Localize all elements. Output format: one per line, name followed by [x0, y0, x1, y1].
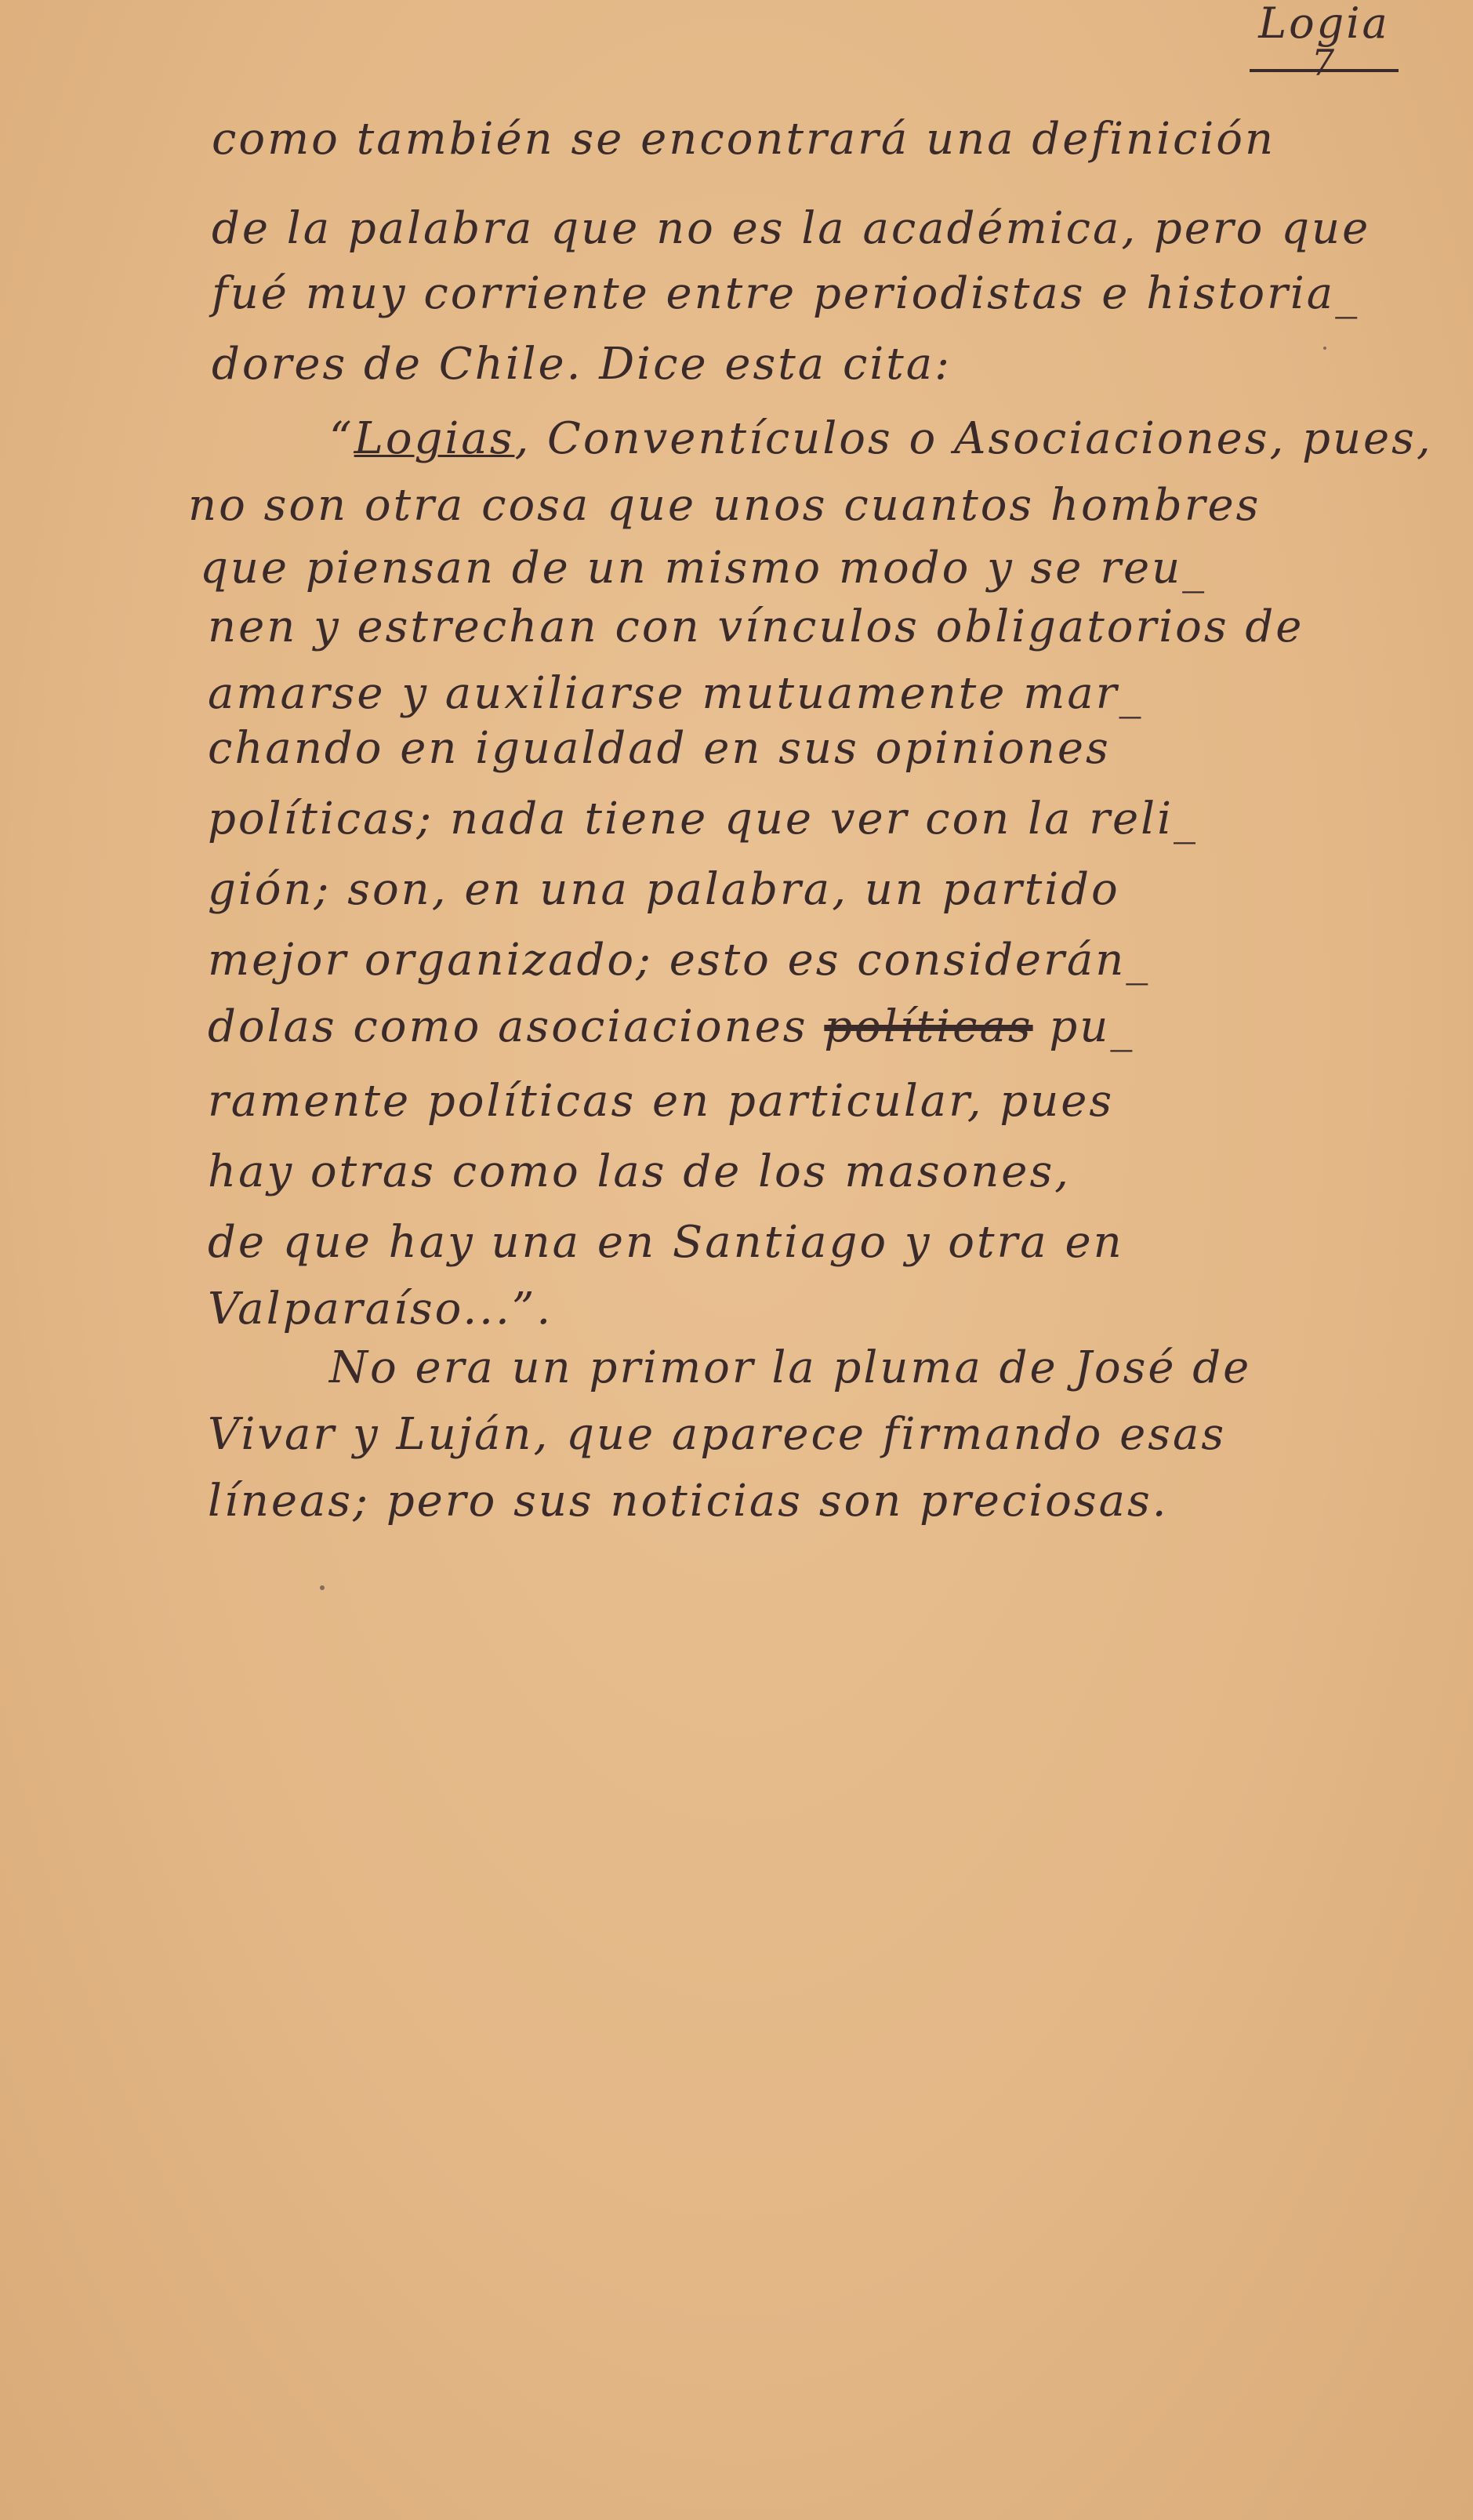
text-line: líneas; pero sus noticias son preciosas. — [208, 1476, 1169, 1527]
text-line: políticas; nada tiene que ver con la reli_ — [208, 793, 1198, 844]
text-line: como también se encontrará una definición — [212, 114, 1276, 165]
text-line: chando en igualdad en sus opiniones — [208, 723, 1111, 774]
quote-first-line — [329, 413, 1442, 464]
text-line: de la palabra que no es la académica, pero que — [212, 203, 1371, 254]
ink-speck — [320, 1585, 325, 1590]
page-header — [1250, 0, 1399, 84]
text-line: ramente políticas en particular, pues — [208, 1076, 1115, 1127]
header-rule — [1250, 69, 1399, 72]
quote-first-line-rest: , Conventículos o Asociaciones, pues, — [514, 413, 1433, 464]
text-line: que piensan de un mismo modo y se reu_ — [200, 543, 1207, 594]
line-after-strike: pu_ — [1032, 1001, 1135, 1052]
header-title: Logia — [1258, 0, 1390, 48]
page-number: 7 — [1311, 42, 1337, 84]
text-line: nen y estrechan con vínculos obligatorios de — [208, 601, 1304, 652]
text-line: amarse y auxiliarse mutuamente mar_ — [208, 668, 1144, 719]
struck-word: políticas — [824, 1001, 1033, 1052]
text-line: mejor organizado; esto es considerán_ — [208, 935, 1151, 986]
ink-speck — [1323, 347, 1326, 350]
open-quote-mark: “ — [329, 413, 354, 464]
text-line: No era un primor la pluma de José de — [329, 1342, 1252, 1393]
text-line: Valparaíso...”. — [208, 1284, 553, 1334]
text-line: Vivar y Luján, que aparece firmando esas — [208, 1409, 1227, 1460]
text-line: gión; son, en una palabra, un partido — [208, 864, 1120, 915]
text-line: fué muy corriente entre periodistas e historia_ — [212, 268, 1360, 319]
text-line: de que hay una en Santiago y otra en — [208, 1217, 1124, 1268]
text-line: no son otra cosa que unos cuantos hombres — [188, 480, 1261, 531]
text-line: hay otras como las de los masones, — [208, 1146, 1071, 1197]
line-before-strike: dolas como asociaciones — [208, 1001, 825, 1052]
text-line: dores de Chile. Dice esta cita: — [212, 339, 952, 390]
text-line-with-strikethrough — [208, 1001, 1431, 1052]
underlined-word: Logias — [354, 413, 515, 464]
